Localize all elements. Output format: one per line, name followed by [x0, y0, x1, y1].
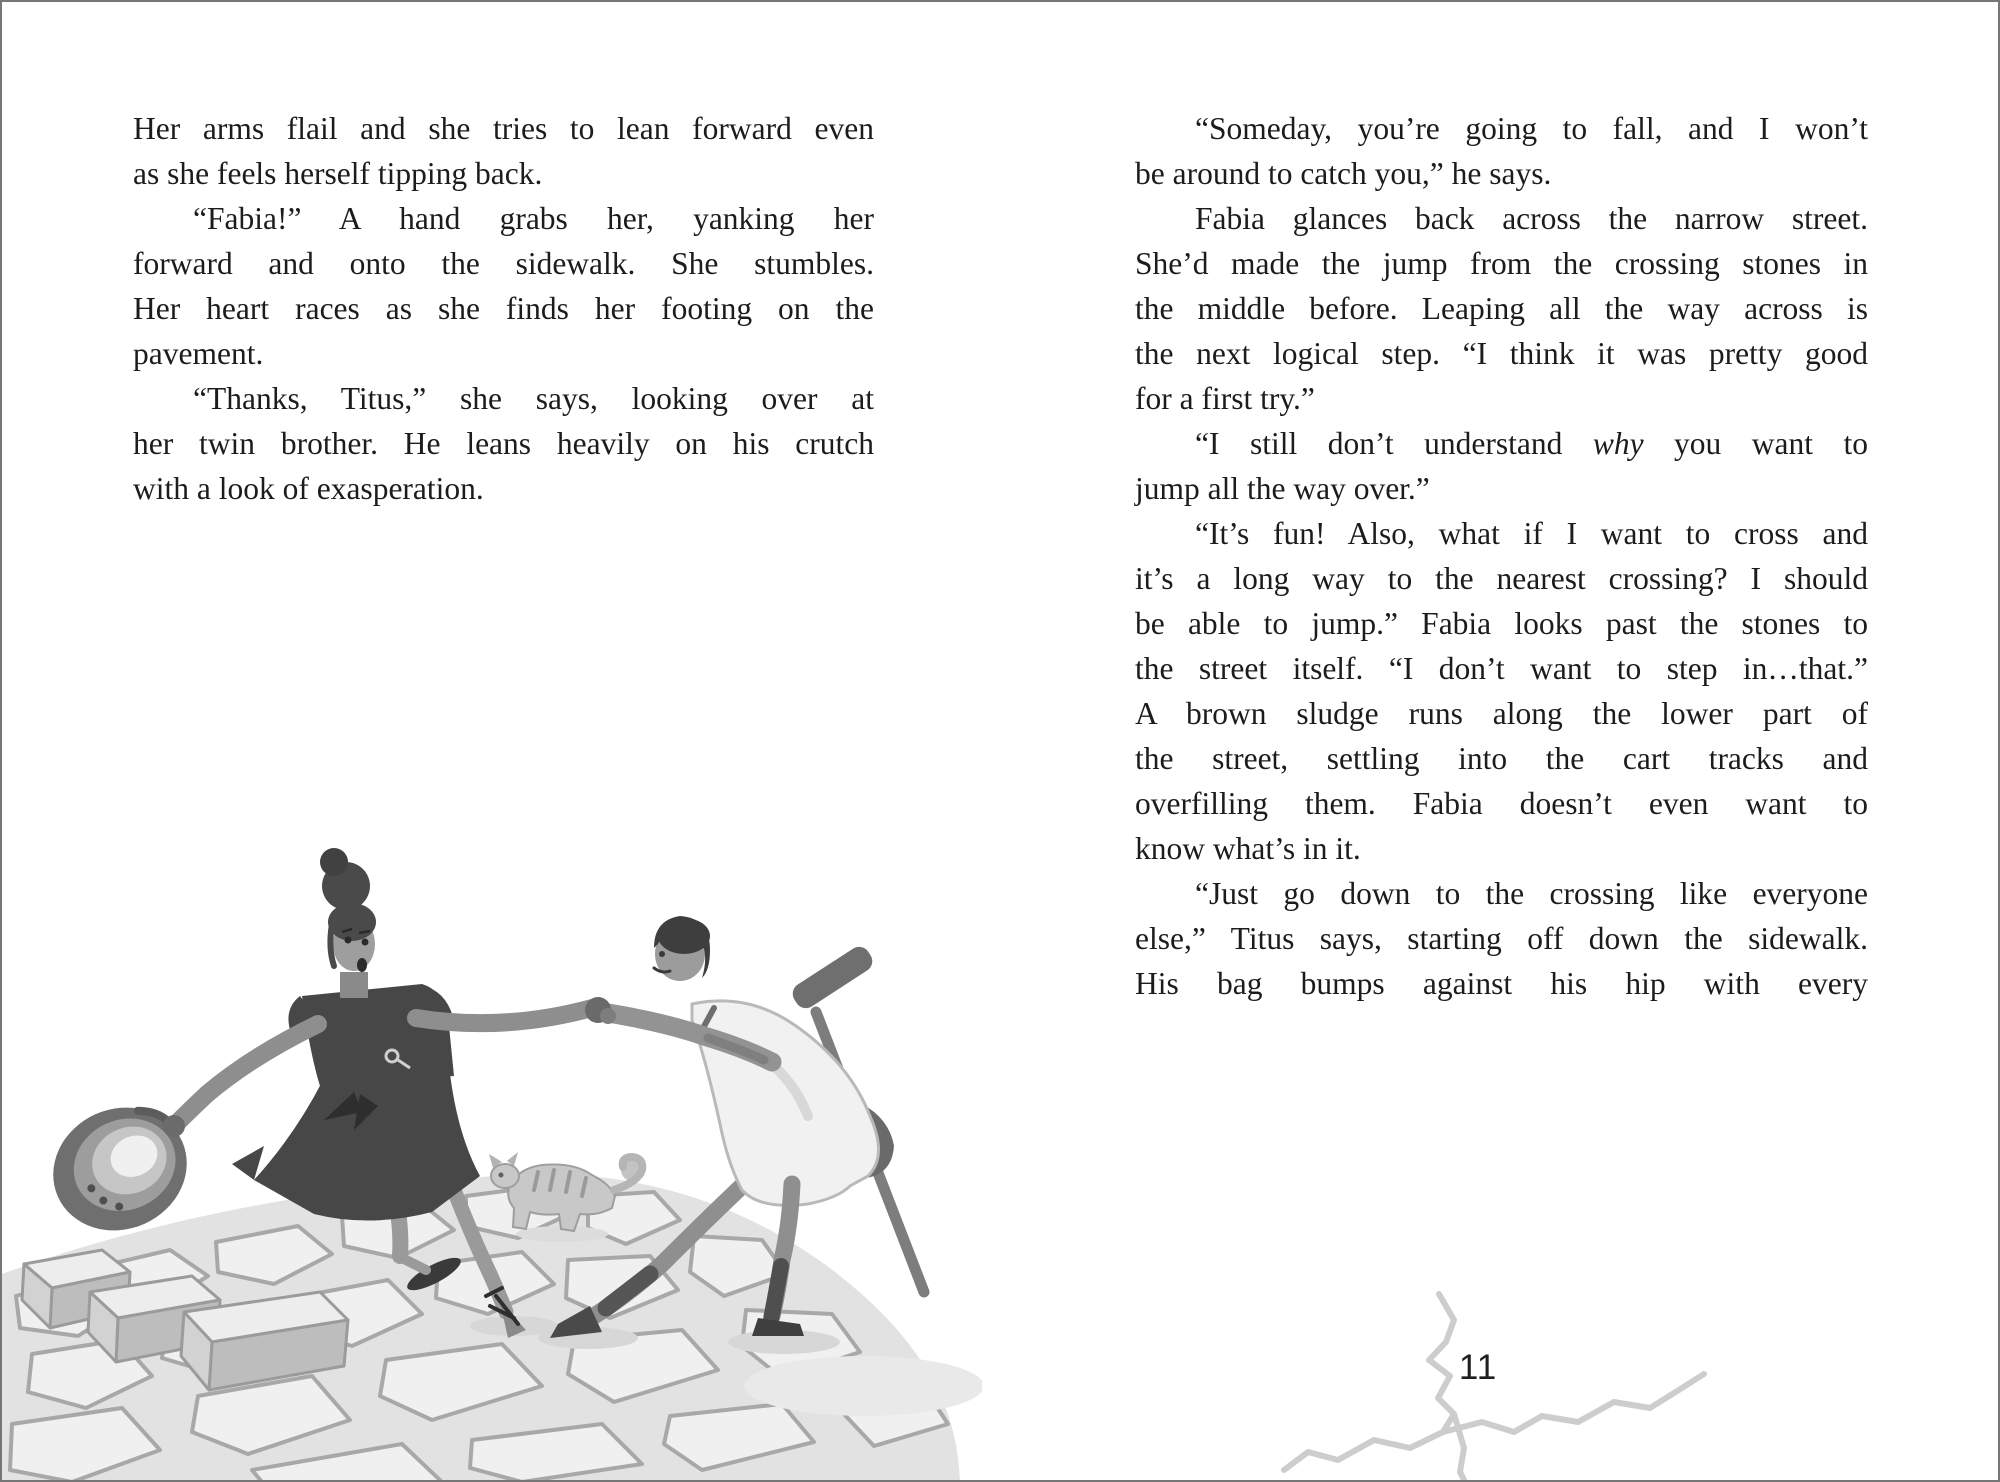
- text-line: “Thanks, Titus,” she says, looking over at: [193, 381, 874, 416]
- text-line: jump all the way over.”: [1135, 471, 1430, 506]
- page-number: 11: [1458, 1348, 1498, 1387]
- text-line: “Someday, you’re going to fall, and I won’t: [1195, 111, 1868, 146]
- text-line: “It’s fun! Also, what if I want to cross and: [1195, 516, 1868, 551]
- text-line: with a look of exasperation.: [133, 471, 484, 506]
- text-line: “Fabia!” A hand grabs her, yanking her: [193, 201, 874, 236]
- text-line: pavement.: [133, 336, 264, 371]
- text-line: Her heart races as she finds her footing on the: [133, 291, 874, 326]
- text-line: Her arms flail and she tries to lean forward even: [133, 111, 874, 146]
- text-line: her twin brother. He leans heavily on his crutch: [133, 426, 874, 461]
- left-page-text: [133, 106, 874, 511]
- text-line: for a first try.”: [1135, 381, 1315, 416]
- text-line: know what’s in it.: [1135, 831, 1361, 866]
- text-line: be around to catch you,” he says.: [1135, 156, 1552, 191]
- text-line: “I still don’t understand why you want to: [1195, 426, 1868, 461]
- text-line: else,” Titus says, starting off down the sidewalk.: [1135, 921, 1868, 956]
- text-line: be able to jump.” Fabia looks past the stones to: [1135, 606, 1868, 641]
- text-line: “Just go down to the crossing like everyone: [1195, 876, 1868, 911]
- text-line: as she feels herself tipping back.: [133, 156, 543, 191]
- text-line: forward and onto the sidewalk. She stumbles.: [133, 246, 874, 281]
- text-line: She’d made the jump from the crossing stones in: [1135, 246, 1868, 281]
- text-line: it’s a long way to the nearest crossing? I should: [1135, 561, 1868, 596]
- text-line: overfilling them. Fabia doesn’t even want to: [1135, 786, 1868, 821]
- story-illustration: [2, 624, 982, 1482]
- right-page-text: [1135, 106, 1868, 1006]
- text-line: the next logical step. “I think it was pretty good: [1135, 336, 1868, 371]
- text-line: Fabia glances back across the narrow street.: [1195, 201, 1868, 236]
- text-line: A brown sludge runs along the lower part of: [1135, 696, 1868, 731]
- text-line: the street, settling into the cart tracks and: [1135, 741, 1868, 776]
- text-line: His bag bumps against his hip with every: [1135, 966, 1868, 1001]
- text-line: the middle before. Leaping all the way across is: [1135, 291, 1868, 326]
- text-line: the street itself. “I don’t want to step in…that.”: [1135, 651, 1868, 686]
